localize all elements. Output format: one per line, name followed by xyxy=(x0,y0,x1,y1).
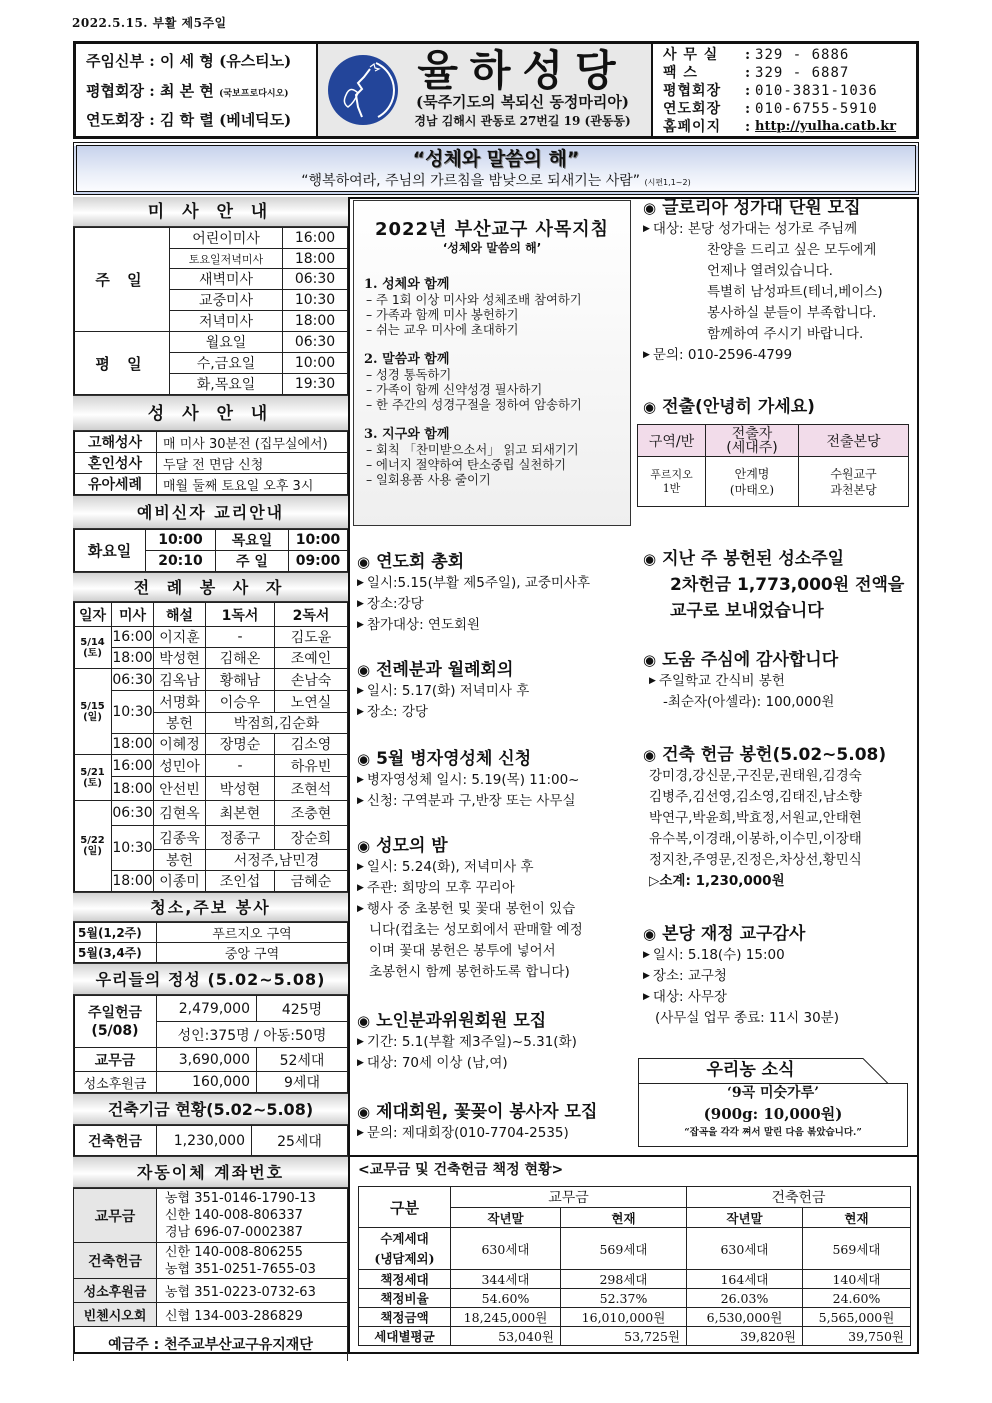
theme-banner xyxy=(73,142,919,195)
farewell-table: 구역/반 전출자 (세대주) 전출본당 푸르지오 1반 안계명 (마태오) 수원교구 과천본당 xyxy=(637,424,909,507)
table-row: 5/14 (토) 16:00 이지훈 - 김도윤 xyxy=(74,627,348,648)
summary-title: <교무금 및 건축헌금 책정 현황> xyxy=(358,1162,564,1178)
table-row: 18:00 박성현 김해온 조예인 xyxy=(74,648,348,669)
sacrament-guide-title: 성 사 안 내 xyxy=(73,395,348,431)
bullseye-icon: ◉ xyxy=(643,746,657,764)
bullseye-icon: ◉ xyxy=(357,553,371,571)
table-row: 수계세대 (냉담제외) 630세대 569세대 630세대 569세대 xyxy=(359,1228,911,1270)
table-row: 5/22 (일) 06:30 김현옥 최본현 조충현 xyxy=(74,801,348,826)
summary-table: 구분 교무금 건축헌금 작년말 현재 작년말 현재 수계세대 (냉담제외) 630세대 569세대 630세대 569세대 책정세대 344세대 298세대 164세대 140세대 책정비율 54.60% 52.37% 26.03% 24.60% 책정금액 18,245,000원 16,010,000원 6,530,000원 5,565,000원 세대별평균 53,040원 53,725원 39,820원 39,750원 xyxy=(358,1186,911,1346)
notice-sick-communion: ◉ 5월 병자영성체 신청 ▶ 병자영성체 일시: 5.19(목) 11:00~ ▶ 신청: 구역분과 구,반장 또는 사무실 xyxy=(357,749,580,809)
notice-liturgy-meeting: ◉ 전례분과 월례회의 ▶ 일시: 5.17(화) 저녁미사 후 ▶ 장소: 강당 xyxy=(357,660,530,720)
contact-fax: 팩 스 : 329 - 6887 xyxy=(663,65,850,81)
accounts-title: 자동이체 계좌번호 xyxy=(73,1156,348,1188)
triangle-bullet-icon: ▶ xyxy=(357,578,364,588)
homepage-link[interactable]: http://yulha.catb.kr xyxy=(755,119,897,134)
pastoral-guide-title: 2022년 부산교구 사목지침 xyxy=(374,219,610,240)
cleaning-table: 5월(1,2주) 푸르지오 구역 5월(3,4주) 중앙 구역 xyxy=(73,922,348,963)
triangle-bullet-icon: ▶ xyxy=(357,775,364,785)
church-name: 율하성당 xyxy=(417,46,628,95)
bullseye-icon: ◉ xyxy=(357,1103,371,1121)
table-row: 책정세대 344세대 298세대 164세대 140세대 xyxy=(359,1270,911,1289)
bullseye-icon: ◉ xyxy=(357,1012,371,1030)
bullseye-icon: ◉ xyxy=(357,837,371,855)
farm-news-body: ‘9곡 미숫가루’ (900g: 10,000원) “잡곡을 각각 쪄서 말린 다음 볶았습니다.” xyxy=(638,1083,908,1147)
liturgy-servers-title: 전 례 봉 사 자 xyxy=(73,572,348,602)
bullseye-icon: ◉ xyxy=(357,661,371,679)
offerings-table: 주일헌금 (5/08) 2,479,000 425명 성인:375명 / 아동:50명 교무금 3,690,000 52세대 성소후원금 160,000 9세대 xyxy=(73,995,348,1093)
notice-marian-night: ◉ 성모의 밤 ▶ 일시: 5.24(화), 저녁미사 후 ▶ 주관: 희망의 모후 꾸리아 ▶ 행사 중 초봉헌 및 꽃대 봉헌이 있습 니다(컵초는 성모회에서 판매할 예정 이며 꽃대 봉헌은 봉투에 넣어서 초봉헌시 함께 봉헌하도록 합니다) xyxy=(357,836,583,980)
bullseye-icon: ◉ xyxy=(643,925,657,943)
bullseye-icon: ◉ xyxy=(643,651,657,669)
clergy-list xyxy=(76,44,316,136)
pastoral-guide-box: 2022년 부산교구 사목지침 ‘성체와 말씀의 해’ 1. 성체와 함께 – 주 1회 이상 미사와 성체조배 참여하기 – 가족과 함께 미사 봉헌하기 – 쉬는 교우 미사에 초대하기 2. 말씀과 함께 – 성경 통독하기 – 가족이 함께 신약성경 필사하기 – 한 주간의 성경구절을 정하여 암송하기 3. 지구와 함께 – 회칙 「찬미받으소서」 읽고 되새기기 – 에너지 절약하여 탄소중립 실천하기 – 일회용품 사용 줄이기 xyxy=(353,200,631,526)
contact-homepage: 홈페이지 : http://yulha.catb.kr xyxy=(663,119,897,135)
catechumen-table: 화요일 10:00 목요일 10:00 20:10 주 일 09:00 xyxy=(73,529,348,572)
bullseye-icon: ◉ xyxy=(357,750,371,768)
pastoral-guide-subtitle: ‘성체와 말씀의 해’ xyxy=(442,241,542,255)
table-row: 5/15 (일) 06:30 김옥남 황해남 손남숙 xyxy=(74,669,348,691)
bullseye-icon: ◉ xyxy=(643,398,657,416)
triangle-bullet-icon: ▶ xyxy=(357,883,364,893)
church-address: 경남 김해시 관동로 27번길 19 (관동동) xyxy=(414,114,631,128)
notice-altar-recruit: ◉ 제대회원, 꽃꽂이 봉사자 모집 ▶ 문의: 제대회장(010-7704-2535) xyxy=(357,1102,598,1141)
triangle-bullet-icon: ▶ xyxy=(643,224,650,234)
triangle-bullet-icon: ▶ xyxy=(357,1037,364,1047)
table-row: 봉헌 박점희,김순화 xyxy=(74,713,348,734)
triangle-bullet-icon: ▶ xyxy=(357,796,364,806)
catechumen-title: 예비신자 교리안내 xyxy=(73,495,348,529)
offerings-title: 우리들의 정성 (5.02~5.08) xyxy=(73,963,348,995)
sacrament-table: 고해성사 매 미사 30분전 (집무실에서) 혼인성사 두달 전 면담 신청 유아세례 매월 둘째 토요일 오후 3시 xyxy=(73,431,348,495)
table-row: 18:00 안선빈 박성현 조현석 xyxy=(74,777,348,801)
triangle-bullet-icon: ▶ xyxy=(357,599,364,609)
mass-guide-title: 미 사 안 내 xyxy=(73,197,348,227)
triangle-bullet-icon: ▶ xyxy=(643,992,650,1002)
table-row: 10:30 서명화 이승우 노연실 xyxy=(74,691,348,713)
table-header-row: 일자 미사 해설 1독서 2독서 xyxy=(74,603,348,627)
notice-building-donors: ◉ 건축 헌금 봉헌(5.02~5.08) 강미경,강신문,구진문,권태원,김경숙 김병주,김선영,김소영,김태진,남소향 박연구,박윤희,박효정,서원교,안태현 유수복,이경래,이봉하,이수민,이장태 정지찬,주영문,진정은,차상선,황민식 ▷소계: 1,230,000원 xyxy=(643,745,887,889)
building-fund-table: 건축헌금 1,230,000 25세대 xyxy=(73,1125,348,1156)
table-row: 책정금액 18,245,000원 16,010,000원 6,530,000원 5,565,000원 xyxy=(359,1308,911,1327)
triangle-bullet-icon: ▶ xyxy=(357,707,364,717)
triangle-bullet-icon: ▶ xyxy=(357,1058,364,1068)
table-row: 봉헌 서정주,남민경 xyxy=(74,850,348,871)
table-row: 18:00 이혜정 장명순 김소영 xyxy=(74,734,348,755)
theme-title: “성체와 말씀의 해” xyxy=(412,148,580,170)
notice-thanks: ◉ 도움 주심에 감사합니다 ▶ 주일학교 간식비 봉헌 -최순자(아셀라): 100,000원 xyxy=(643,650,839,710)
triangle-bullet-icon: ▶ xyxy=(357,1128,364,1138)
divider xyxy=(350,1155,919,1157)
church-subtitle: (묵주기도의 복되신 동정마리아) xyxy=(415,93,629,111)
triangle-bullet-icon: ▶ xyxy=(649,676,656,686)
table-row: 책정비율 54.60% 52.37% 26.03% 24.60% xyxy=(359,1289,911,1308)
mass-schedule-table: 주 일 어린이미사 16:00 토요일저녁미사 18:00 새벽미사 06:30 교중미사 10:30 저녁미사 18:00 평 일 월요일 06:30 수,금요일 10:00 화,목요일 19:30 xyxy=(73,227,348,395)
church-logo-icon xyxy=(328,55,398,125)
table-row: 18:00 이종미 조인섭 금혜순 xyxy=(74,871,348,892)
theme-verse: “행복하여라, 주님의 가르침을 밤낮으로 되새기는 사람” (시편1,1~2) xyxy=(301,173,691,189)
triangle-bullet-icon: ▶ xyxy=(357,904,364,914)
bulletin-date: 2022.5.15. 부활 제5주일 xyxy=(72,16,227,30)
bullseye-icon: ◉ xyxy=(643,550,657,568)
table-row: 10:30 김종욱 정종구 장순희 xyxy=(74,826,348,850)
cleaning-title: 청소,주보 봉사 xyxy=(73,892,348,922)
notice-vocation-sunday: ◉ 지난 주 봉헌된 성소주일 2차헌금 1,773,000원 전액을 교구로 보내었습니다 xyxy=(643,549,905,621)
triangle-bullet-icon: ▶ xyxy=(643,950,650,960)
farm-news-title: 우리농 소식 xyxy=(706,1060,795,1080)
accounts-table: 교무금 농협 351-0146-1790-13 신한 140-008-806337 경남 696-07-0002387 건축헌금 신한 140-008-806255 농협 351-0251-7655-03 성소후원금 농협 351-0223-0732-63 빈첸시오회 신협 134-003-286829 예금주 : 천주교부산교구유지재단 xyxy=(73,1188,348,1361)
table-row: 5/21 (토) 16:00 성민아 - 하유빈 xyxy=(74,755,348,777)
clergy-yeondo-president: 연도회장 : 김 학 렬 (베네딕도) xyxy=(86,111,292,129)
notice-senior-recruit: ◉ 노인분과위원회원 모집 ▶ 기간: 5.1(부활 제3주일)~5.31(화) ▶ 대상: 70세 이상 (남,여) xyxy=(357,1011,577,1071)
building-fund-title: 건축기금 현황(5.02~5.08) xyxy=(73,1093,348,1125)
triangle-bullet-icon: ▶ xyxy=(357,862,364,872)
left-column xyxy=(73,197,350,1354)
account-holder: 예금주 : 천주교부산교구유지재단 xyxy=(74,1327,348,1361)
table-row: 세대별평균 53,040원 53,725원 39,820원 39,750원 xyxy=(359,1327,911,1346)
notice-farewell: ◉ 전출(안녕히 가세요) 구역/반 전출자 (세대주) 전출본당 푸르지오 1반 안계명 (마태오) 수원교구 과천본당 xyxy=(643,396,911,507)
bulletin-header xyxy=(73,41,919,139)
triangle-bullet-icon: ▶ xyxy=(643,350,650,360)
clergy-council-president: 평협회장 : 최 본 현 (국보프로다시오) xyxy=(86,81,289,100)
farm-news-box xyxy=(638,1058,908,1148)
notice-audit: ◉ 본당 재정 교구감사 ▶ 일시: 5.18(수) 15:00 ▶ 장소: 교구청 ▶ 대상: 사무장 (사무실 업무 종료: 11시 30분) xyxy=(643,924,839,1026)
church-banner xyxy=(316,44,651,136)
contact-office: 사 무 실 : 329 - 6886 xyxy=(663,47,850,63)
notice-yeondo-meeting: ◉ 연도회 총회 ▶ 일시:5.15(부활 제5주일), 교중미사후 ▶ 장소:강당 ▶ 참가대상: 연도회원 xyxy=(357,552,591,633)
contact-council: 평협회장 : 010-3831-1036 xyxy=(663,83,878,99)
contact-list xyxy=(651,44,916,136)
triangle-bullet-icon: ▶ xyxy=(357,620,364,630)
bullseye-icon: ◉ xyxy=(643,199,657,217)
clergy-pastor: 주임신부 : 이 세 형 (유스티노) xyxy=(86,52,292,70)
liturgy-servers-table xyxy=(73,602,348,892)
sunday-label: 주 일 xyxy=(74,228,170,332)
contact-yeondo: 연도회장 : 010-6755-5910 xyxy=(663,101,878,117)
notice-gloria-choir: ◉ 글로리아 성가대 단원 모집 ▶ 대상: 본당 성가대는 성가로 주님께 찬양을 드리고 싶은 모두에게 언제나 열려있습니다. 특별히 남성파트(테너,베이스) 봉사하실 분들이 부족합니다. 함께하여 주시기 바랍니다. ▶ 문의: 010-2596-4799 xyxy=(643,198,883,363)
triangle-bullet-icon: ▶ xyxy=(357,686,364,696)
weekday-label: 평 일 xyxy=(74,332,170,395)
assessment-summary xyxy=(352,1160,917,1346)
triangle-bullet-icon: ▶ xyxy=(643,971,650,981)
